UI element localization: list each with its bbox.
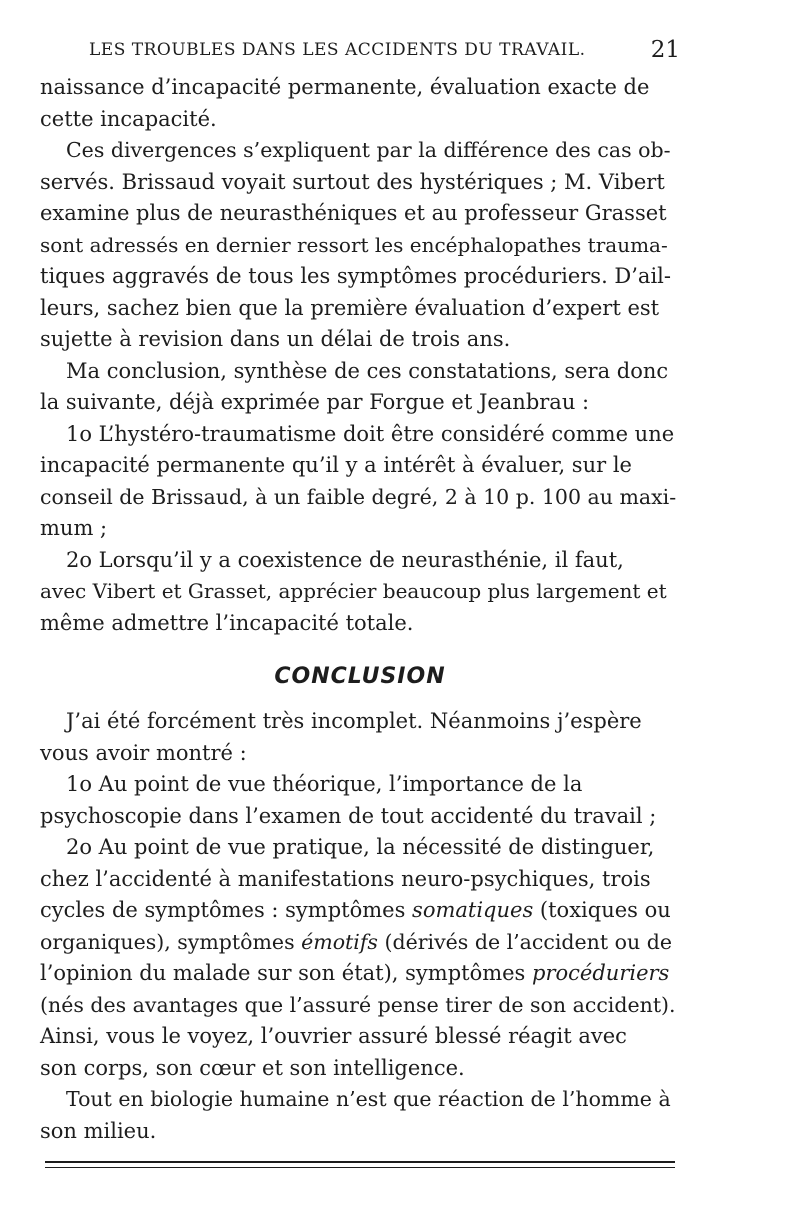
text-line: son milieu. [40, 1118, 157, 1143]
text-line: J’ai été forcément très incomplet. Néanmoins j’espère [66, 709, 642, 733]
text-line: 1o L’hystéro-traumatisme doit être considéré comme une [66, 421, 675, 446]
end-rule-thin [45, 1167, 675, 1168]
text-line: conseil de Brissaud, à un faible degré, 2 à 10 p. 100 au maxi- [40, 484, 677, 509]
text-line: incapacité permanente qu’il y a intérêt à évaluer, sur le [40, 453, 632, 477]
text-line [40, 895, 680, 927]
text-line: sujette à revision dans un délai de trois ans. [40, 327, 511, 351]
emphasis-text: somatiques [412, 898, 534, 922]
text-line: Tout en biologie humaine n’est que réaction de l’homme à [66, 1087, 671, 1111]
page-number: 21 [650, 37, 680, 63]
text-line: Ainsi, vous le voyez, l’ouvrier assuré blessé réagit avec [40, 1024, 627, 1048]
text-segment: organiques), symptômes [40, 929, 295, 954]
text-line: sont adressés en dernier ressort les encéphalopathes trauma- [40, 232, 668, 257]
text-line: même admettre l’incapacité totale. [40, 610, 414, 635]
end-rule-thick [45, 1161, 675, 1163]
text-line: chez l’accidenté à manifestations neuro-psychiques, trois [40, 866, 651, 891]
text-line: naissance d’incapacité permanente, évaluation exacte de [40, 75, 650, 99]
body-text-section-1 [40, 72, 680, 639]
text-segment: l’opinion du malade sur son état), symptômes [40, 961, 526, 985]
text-line: avec Vibert et Grasset, apprécier beaucoup plus largement et [40, 579, 667, 603]
text-segment: cycles de symptômes : symptômes [40, 898, 406, 922]
emphasis-text: émotifs [301, 929, 378, 954]
text-line [40, 927, 680, 959]
text-line: 2o Lorsqu’il y a coexistence de neurasthénie, il faut, [66, 547, 624, 572]
text-line: psychoscopie dans l’examen de tout accidenté du travail ; [40, 803, 657, 828]
emphasis-text: procéduriers [532, 961, 670, 985]
text-line: cette incapacité. [40, 106, 217, 131]
running-head-title: LES TROUBLES DANS LES ACCIDENTS DU TRAVAIL. [89, 40, 586, 60]
text-line: la suivante, déjà exprimée par Forgue et Jeanbrau : [40, 390, 590, 414]
section-heading: CONCLUSION [274, 664, 446, 689]
running-head [89, 35, 680, 63]
text-segment: (dérivés de l’accident ou de [384, 929, 672, 954]
text-line: examine plus de neurasthéniques et au professeur Grasset [40, 201, 667, 225]
text-segment: (toxiques ou [539, 898, 671, 922]
text-line [40, 958, 680, 990]
text-line: leurs, sachez bien que la première évaluation d’expert est [40, 295, 660, 320]
body-text-conclusion [40, 706, 680, 1147]
text-line: Ma conclusion, synthèse de ces constatations, sera donc [66, 358, 669, 383]
text-line: servés. Brissaud voyait surtout des hystériques ; M. Vibert [40, 169, 665, 194]
text-line: (nés des avantages que l’assuré pense tirer de son accident). [40, 992, 676, 1017]
text-line: 1o Au point de vue théorique, l’importance de la [66, 772, 583, 796]
text-line: vous avoir montré : [40, 740, 247, 765]
text-line: tiques aggravés de tous les symptômes procéduriers. D’ail- [40, 264, 671, 288]
text-line: son corps, son cœur et son intelligence. [40, 1055, 465, 1080]
text-line: Ces divergences s’expliquent par la différence des cas ob- [66, 138, 671, 162]
text-line: 2o Au point de vue pratique, la nécessité de distinguer, [66, 835, 655, 859]
text-line: mum ; [40, 516, 108, 540]
